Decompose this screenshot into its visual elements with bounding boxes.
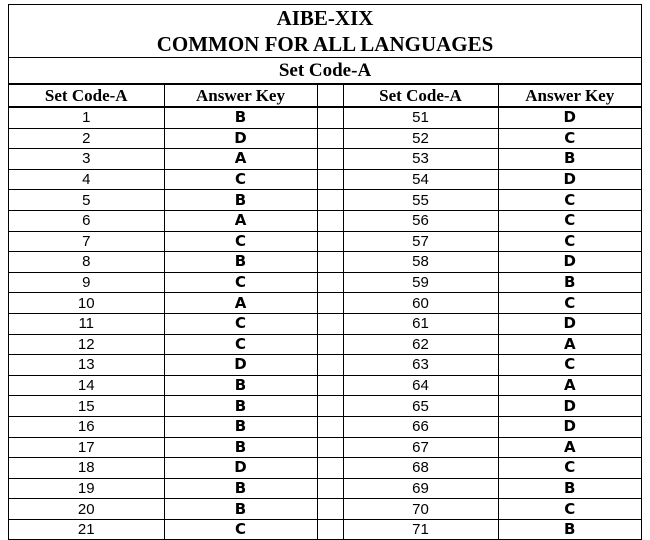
answer-right: A (498, 375, 641, 396)
spacer-cell (317, 334, 343, 355)
spacer-column-header (317, 84, 343, 107)
spacer-cell (317, 396, 343, 417)
answer-left: D (164, 128, 317, 149)
table-row (9, 293, 641, 314)
question-number-right: 60 (343, 293, 498, 314)
answer-left: B (164, 416, 317, 437)
answer-left: C (164, 231, 317, 252)
answer-right: D (498, 252, 641, 273)
answer-right: D (498, 396, 641, 417)
answer-right: C (498, 231, 641, 252)
question-number-left: 3 (9, 149, 164, 170)
spacer-cell (317, 252, 343, 273)
exam-title: AIBE-XIX (276, 6, 374, 30)
spacer-cell (317, 107, 343, 128)
answer-right: C (498, 190, 641, 211)
answer-right: D (498, 313, 641, 334)
title-block (9, 5, 641, 57)
answer-left: B (164, 499, 317, 520)
question-number-left: 8 (9, 252, 164, 273)
answer-left: D (164, 355, 317, 376)
question-number-left: 7 (9, 231, 164, 252)
left-answer-key-header: Answer Key (164, 84, 317, 107)
table-row (9, 231, 641, 252)
spacer-cell (317, 190, 343, 211)
table-row (9, 149, 641, 170)
question-number-left: 19 (9, 478, 164, 499)
question-number-left: 11 (9, 313, 164, 334)
answer-right: C (498, 293, 641, 314)
answer-left: C (164, 519, 317, 540)
answer-right: D (498, 416, 641, 437)
spacer-cell (317, 128, 343, 149)
spacer-cell (317, 355, 343, 376)
spacer-cell (317, 313, 343, 334)
answer-left: A (164, 149, 317, 170)
question-number-left: 17 (9, 437, 164, 458)
spacer-cell (317, 416, 343, 437)
question-number-left: 21 (9, 519, 164, 540)
table-row (9, 478, 641, 499)
question-number-left: 14 (9, 375, 164, 396)
table-row (9, 437, 641, 458)
question-number-left: 20 (9, 499, 164, 520)
spacer-cell (317, 210, 343, 231)
answer-left: B (164, 437, 317, 458)
answer-left: B (164, 190, 317, 211)
answer-left: C (164, 334, 317, 355)
question-number-right: 53 (343, 149, 498, 170)
question-number-right: 67 (343, 437, 498, 458)
answer-left: B (164, 252, 317, 273)
table-row (9, 210, 641, 231)
question-number-left: 2 (9, 128, 164, 149)
spacer-cell (317, 499, 343, 520)
answer-right: C (498, 355, 641, 376)
spacer-cell (317, 272, 343, 293)
spacer-cell (317, 293, 343, 314)
answer-right: A (498, 437, 641, 458)
question-number-right: 64 (343, 375, 498, 396)
question-number-right: 69 (343, 478, 498, 499)
answer-key-sheet (8, 4, 642, 540)
table-row (9, 252, 641, 273)
spacer-cell (317, 169, 343, 190)
question-number-right: 68 (343, 458, 498, 479)
question-number-left: 16 (9, 416, 164, 437)
spacer-cell (317, 231, 343, 252)
question-number-left: 5 (9, 190, 164, 211)
question-number-right: 51 (343, 107, 498, 128)
table-row (9, 375, 641, 396)
answer-right: D (498, 169, 641, 190)
answer-right: B (498, 478, 641, 499)
right-set-code-header: Set Code-A (343, 84, 498, 107)
question-number-left: 10 (9, 293, 164, 314)
answer-left: C (164, 313, 317, 334)
table-row (9, 458, 641, 479)
answer-left: B (164, 478, 317, 499)
spacer-cell (317, 149, 343, 170)
answer-left: B (164, 396, 317, 417)
answer-left: C (164, 169, 317, 190)
question-number-right: 57 (343, 231, 498, 252)
answer-left: D (164, 458, 317, 479)
answer-left: C (164, 272, 317, 293)
question-number-right: 61 (343, 313, 498, 334)
spacer-cell (317, 458, 343, 479)
table-row (9, 355, 641, 376)
table-row (9, 128, 641, 149)
question-number-left: 1 (9, 107, 164, 128)
answer-right: C (498, 128, 641, 149)
answer-right: B (498, 149, 641, 170)
table-row (9, 313, 641, 334)
table-row (9, 169, 641, 190)
question-number-right: 59 (343, 272, 498, 293)
question-number-left: 9 (9, 272, 164, 293)
question-number-right: 66 (343, 416, 498, 437)
header-row (9, 84, 641, 107)
question-number-left: 4 (9, 169, 164, 190)
answer-right: C (498, 210, 641, 231)
question-number-right: 58 (343, 252, 498, 273)
question-number-right: 52 (343, 128, 498, 149)
answer-left: B (164, 375, 317, 396)
spacer-cell (317, 375, 343, 396)
answer-right: C (498, 499, 641, 520)
question-number-right: 65 (343, 396, 498, 417)
spacer-cell (317, 478, 343, 499)
question-number-right: 62 (343, 334, 498, 355)
question-number-right: 55 (343, 190, 498, 211)
question-number-right: 54 (343, 169, 498, 190)
spacer-cell (317, 519, 343, 540)
question-number-right: 56 (343, 210, 498, 231)
answer-key-body (9, 107, 641, 540)
answer-key-table (9, 83, 641, 540)
table-row (9, 334, 641, 355)
answer-right: A (498, 334, 641, 355)
answer-left: B (164, 107, 317, 128)
right-answer-key-header: Answer Key (498, 84, 641, 107)
answer-left: A (164, 210, 317, 231)
spacer-cell (317, 437, 343, 458)
answer-right: D (498, 107, 641, 128)
left-set-code-header: Set Code-A (9, 84, 164, 107)
question-number-left: 12 (9, 334, 164, 355)
question-number-left: 18 (9, 458, 164, 479)
table-row (9, 396, 641, 417)
table-row (9, 107, 641, 128)
table-row (9, 190, 641, 211)
set-code-heading: Set Code-A (9, 57, 641, 83)
table-row (9, 499, 641, 520)
answer-right: B (498, 519, 641, 540)
question-number-right: 63 (343, 355, 498, 376)
table-row (9, 272, 641, 293)
table-row (9, 519, 641, 540)
exam-subtitle: COMMON FOR ALL LANGUAGES (156, 32, 494, 56)
answer-left: A (164, 293, 317, 314)
answer-right: B (498, 272, 641, 293)
question-number-right: 71 (343, 519, 498, 540)
question-number-left: 15 (9, 396, 164, 417)
table-row (9, 416, 641, 437)
question-number-left: 13 (9, 355, 164, 376)
question-number-right: 70 (343, 499, 498, 520)
answer-right: C (498, 458, 641, 479)
question-number-left: 6 (9, 210, 164, 231)
